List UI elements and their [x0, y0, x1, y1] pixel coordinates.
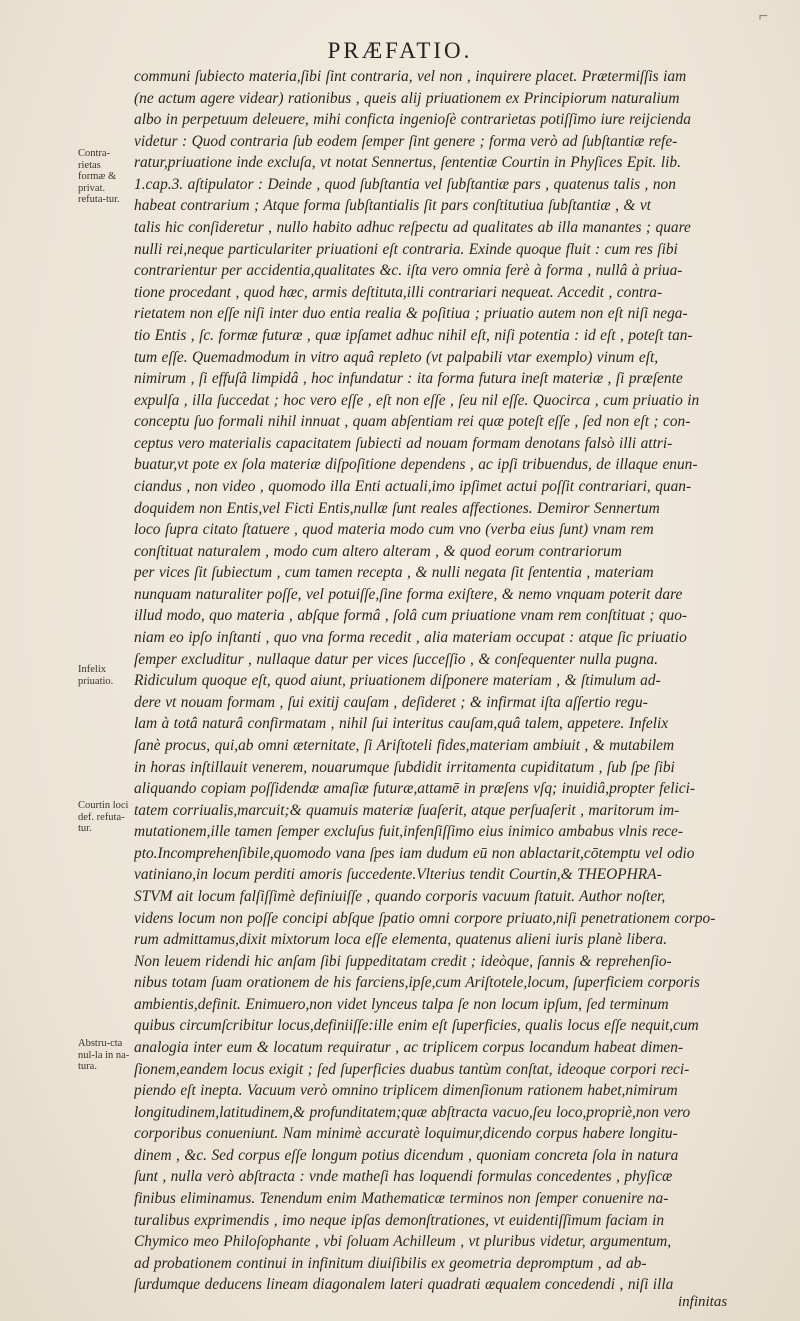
- text-line: Non leuem ridendi hic anſam ſibi ſuppeditatam credit ; ideòque, ſannis & reprehenſio-: [134, 952, 672, 970]
- text-line: Chymico meo Philoſophante , vbi ſoluam Achilleum , vt pluribus videtur, argumentum,: [134, 1233, 672, 1251]
- text-line: niam eo ipſo inſtanti , quo vna forma recedit , alia materiam occupat : atque ſic priuatio: [134, 629, 687, 647]
- text-line: tio Entis , ſc. formæ futuræ , quæ ipſamet adhuc nihil eſt, niſi potentia : id eſt , poteſt tan-: [134, 326, 693, 344]
- text-line: expulſa , illa ſuccedat ; hoc vero eſſe , eſt non eſſe , ſeu nil eſſe. Quocirca , cum priuatio in: [134, 391, 700, 409]
- margin-note: Courtin loci def. refuta-tur.: [78, 800, 129, 834]
- text-line: nulli rei,neque particulariter priuationi eſt contraria. Exinde quoque fluit : cum res ſibi: [134, 240, 678, 258]
- text-line: loco ſupra citato ſtatuere , quod materia modo cum vno (verba eius ſunt) vnam rem: [134, 521, 654, 539]
- text-line: ſanè procus, qui,ab omni æternitate, ſi Ariſtoteli fides,materiam ambiuit , & mutabilem: [134, 736, 675, 754]
- text-line: communi ſubiecto materia,ſibi ſint contraria, vel non , inquirere placet. Prætermiſſis iam: [134, 68, 687, 85]
- text-line: ceptus vero materialis capacitatem ſubiecti ad nouam formam denotans falsò illi attri-: [134, 434, 673, 452]
- text-line: ad probationem continui in infinitum diuiſibilis ex geometria depromptum , ad ab-: [134, 1254, 647, 1272]
- text-line: quibus circumſcribitur locus,definiiſſe:ille enim eſt ſuperficies, qualis locus eſſe nequit,cum: [134, 1017, 699, 1035]
- text-line: dinem , &c. Sed corpus eſſe longum potius dicendum , quoniam concreta ſola in natura: [134, 1146, 679, 1164]
- text-line: longitudinem,latitudinem,& profunditatem;quæ abſtracta vacuo,ſeu loco,propriè,non vero: [134, 1103, 691, 1121]
- text-line: illud modo, quo materia , abſque formâ , ſolâ cum priuatione vnam rem conſtituat ; quo-: [134, 607, 688, 625]
- text-line: videns locum non poſſe concipi abſque ſpatio omni corpore priuato,niſi penetrationem corpo-: [134, 909, 716, 927]
- corner-mark: ⌐: [758, 8, 768, 25]
- text-line: ſunt , nulla verò abſtracta : vnde matheſi has loquendi formulas concedentes , phyſicæ: [134, 1168, 673, 1186]
- text-line: pto.Incomprehenſibile,quomodo vana ſpes iam dudum eū non ablactarit,cōtemptu vel odio: [134, 844, 695, 862]
- text-line: corporibus conueniunt. Nam minimè accuratè loquimur,dicendo corpus habere longitu-: [134, 1125, 678, 1143]
- text-line: contrarientur per accidentia,qualitates &c. iſta vero omnia ferè à forma , nullâ à priua-: [134, 262, 683, 280]
- text-line: buatur,vt pote ex ſola materiæ diſpoſitione dependens , ac ipſi tribuendus, de illaque enun-: [134, 456, 698, 474]
- text-line: doquidem non Entis,vel Ficti Entis,nullæ ſunt reales affectiones. Demiror Sennertum: [134, 499, 660, 517]
- text-line: ſionem,eandem locus exigit ; ſed ſuperficies duabus tantùm conſtat, ideoque corpori reci-: [134, 1060, 690, 1078]
- text-line: videtur : Quod contraria ſub eodem ſemper ſint genere ; forma verò ad ſubſtantiæ refe-: [134, 132, 678, 150]
- text-line: per vices ſit ſubiectum , cum tamen recepta , & nulli negata ſit ſententia , materiam: [134, 564, 654, 582]
- text-line: analogia inter eum & locatum requiratur , ac triplicem corpus locandum habeat dimen-: [134, 1039, 684, 1057]
- text-line: vatiniano,in locum perditi amoris ſuccedente.Vlterius tendit Courtin,& THEOPHRA-: [134, 866, 662, 884]
- text-line: Ridiculum quoque eſt, quod aiunt, priuationem diſponere materiam , & ſtimulum ad-: [134, 672, 661, 690]
- text-line: rum admittamus,dixit mixtorum loca eſſe elementa, quatenus alieni iuris planè libera.: [134, 931, 668, 949]
- text-line: dere vt nouam formam , ſui exitij cauſam , deſideret ; & infirmat iſta aſſertio regu-: [134, 693, 648, 711]
- margin-note: Abstru-cta nul-la in na-tura.: [78, 1038, 130, 1072]
- page-header: PRÆFATIO.: [327, 38, 473, 63]
- margin-note: Contra-rietas formæ & privat. refuta-tur.: [78, 148, 120, 205]
- body-text: [134, 66, 746, 1296]
- text-line: in horas inſtillauit venerem, nouarumque ſubdidit irritamenta cupiditatum , ſub ſpe ſibi: [134, 758, 675, 776]
- text-line: albo in perpetuum deleuere, mihi conficta ingenioſè contrarietas potiſſimo iure reijcienda: [134, 111, 691, 129]
- text-line: ſurdumque deducens lineam diagonalem lateri quadrati æqualem concedendi , niſi illa: [134, 1276, 674, 1294]
- text-line: conſtituat naturalem , modo cum altero alteram , & quod eorum contrariorum: [134, 542, 622, 560]
- text-line: (ne actum agere videar) rationibus , queis alij priuationem ex Principiorum naturalium: [134, 89, 680, 107]
- text-line: ambientis,definit. Enimuero,non videt lynceus talpa ſe non locum ipſum, ſed terminum: [134, 995, 669, 1013]
- text-line: nibus totam ſuam orationem de his farciens,ipſe,cum Ariſtotele,locum, ſuperficiem corporis: [134, 974, 700, 992]
- text-line: nimirum , ſi effuſâ limpidâ , hoc infundatur : ita forma futura ineſt materiæ , ſi præſente: [134, 370, 683, 388]
- text-line: tatem corriualis,marcuit;& quamuis materiæ ſuaſerit, atque perſuaſerit , maritorum im-: [134, 801, 680, 819]
- text-line: turalibus exprimendis , imo neque ipſas demonſtrationes, vt euidentiſſimum faciam in: [134, 1211, 665, 1229]
- catchword: infinitas: [678, 1294, 728, 1310]
- text-line: piendo eſt inepta. Vacuum verò omnino triplicem dimenſionum rationem habet,nimirum: [134, 1082, 678, 1100]
- margin-note: Infelix priuatio.: [78, 664, 114, 687]
- text-line: ratur,priuatione inde excluſa, vt notat Sennertus, ſententiæ Courtin in Phyſices Epit. lib.: [134, 154, 681, 172]
- text-line: ciandus , non video , quomodo illa Enti actuali,imo ipſimet actui poſſit contrariari, quan-: [134, 477, 692, 495]
- text-line: habeat contrarium ; Atque forma ſubſtantialis ſit pars conſtitutiua ſubſtantiæ , & vt: [134, 197, 651, 215]
- text-line: mutationem,ille tamen ſemper excluſus fuit,infenſiſſimo eius inimico ambabus vlnis rece-: [134, 823, 683, 841]
- text-line: tum eſſe. Quemadmodum in vitro aquâ repleto (vt palpabili vtar exemplo) vinum eſt,: [134, 348, 659, 366]
- text-line: nunquam naturaliter poſſe, vel potuiſſe,ſine forma exiſtere, & nemo vnquam poterit dare: [134, 585, 683, 603]
- text-line: 1.cap.3. aſtipulator : Deinde , quod ſubſtantia vel ſubſtantiæ pars , quatenus talis , non: [134, 175, 676, 193]
- text-line: conceptu ſuo formali nihil innuat , quam abſentiam rei quæ poteſt eſſe , ſed non eſt ; con-: [134, 413, 691, 431]
- text-line: lam à totâ naturâ confirmatam , nihil ſui interitus cauſam,quâ talem, appetere. Infelix: [134, 715, 669, 733]
- text-line: finibus eliminamus. Tenendum enim Mathematicæ terminos non ſemper conuenire na-: [134, 1190, 669, 1208]
- text-line: aliquando copiam poſſidendæ amaſiæ futuræ,attamē in præſens vſq; inuidiâ,propter felici-: [134, 780, 696, 798]
- text-line: ſemper excluditur , nullaque datur per vices ſucceſſio , & conſequenter nulla pugna.: [134, 650, 658, 668]
- text-line: rietatem non eſſe niſi inter duo entia realia & poſitiua ; priuatio autem non eſt niſi nega-: [134, 305, 688, 323]
- text-line: STVM ait locum falſiſſimè definiuiſſe , quando corporis vacuum ſtatuit. Author noſter,: [134, 887, 666, 905]
- text-line: tione procedant , quod hæc, armis deſtituta,illi contrariari nequeat. Accedit , contra-: [134, 283, 663, 301]
- text-line: talis hic conſideretur , nullo habito adhuc reſpectu ad qualitates ab illa manantes ; quare: [134, 219, 691, 237]
